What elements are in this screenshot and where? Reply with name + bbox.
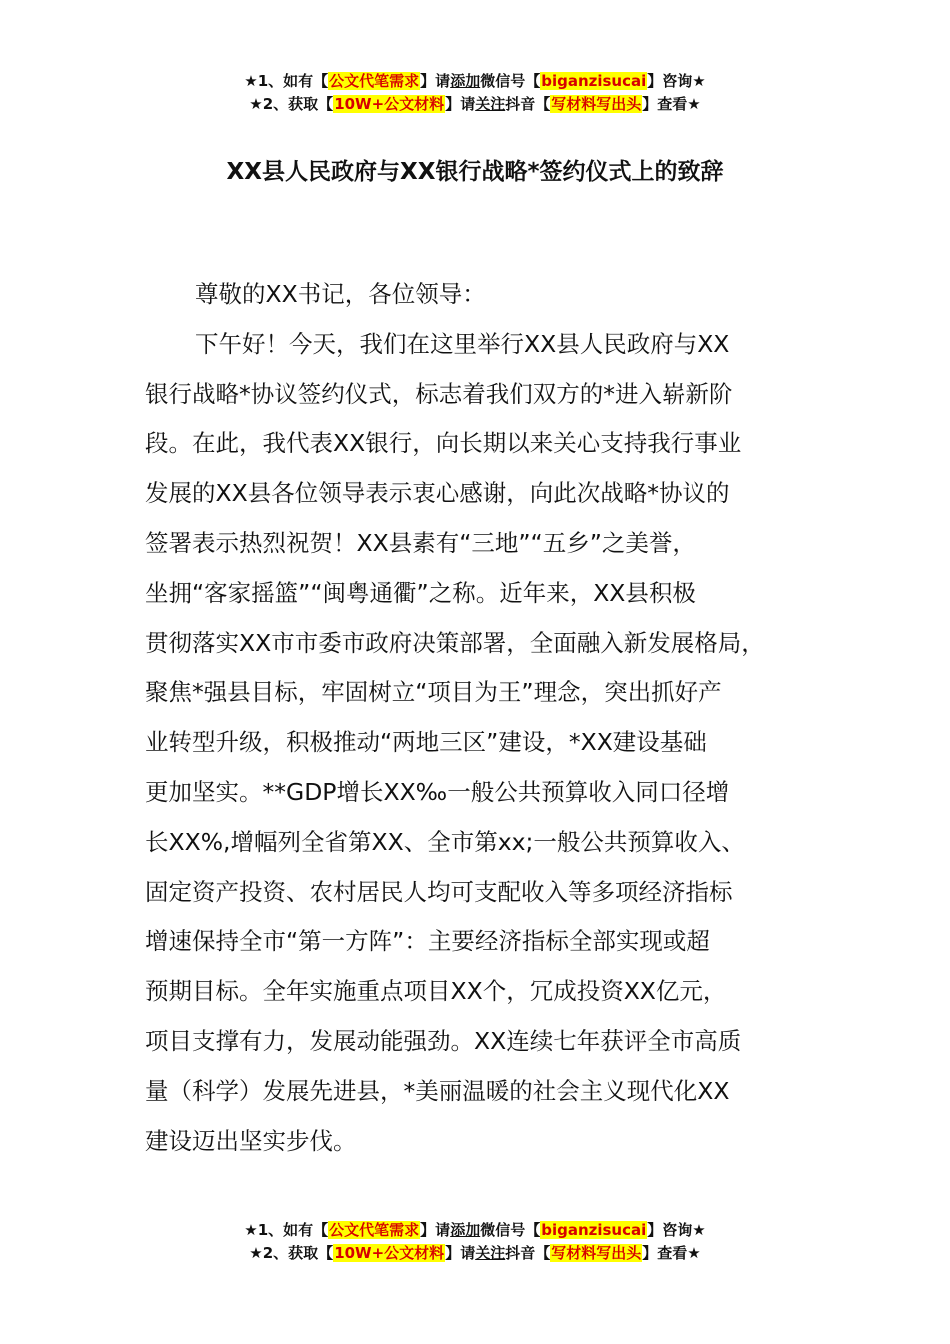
ad-line-2: ★2、获取【10W+公文材料】请关注抖音【写材料写出头】查看★ [249, 95, 701, 113]
ad-line-2: ★2、获取【10W+公文材料】请关注抖音【写材料写出头】查看★ [249, 1244, 701, 1262]
ad-highlight-douyin-account: 写材料写出头 [551, 95, 642, 113]
body-line: 坐拥“客家摇篮”“闽粤通衢”之称。近年来，XX县积极 [145, 578, 696, 607]
document-body [145, 270, 830, 1166]
body-line: 签署表示热烈祝贺！XX县素有“三地”“五乡”之美誉， [145, 528, 696, 557]
footer-ad-banner [0, 1219, 950, 1265]
body-line: 聚焦*强县目标，牢固树立“项目为王”理念，突出抓好产 [145, 678, 722, 707]
body-line: 建设迈出坚实步伐。 [145, 1126, 357, 1155]
body-line: 长XX%,增幅列全省第XX、全市第xx;一般公共预算收入、 [145, 827, 745, 856]
ad-highlight-wechat-id: biganzisucai [541, 72, 647, 90]
ad-highlight-materials: 10W+公文材料 [334, 95, 445, 113]
ad-line-1: ★1、如有【公文代笔需求】请添加微信号【biganzisucai】咨询★ [244, 1221, 706, 1239]
ad-highlight-douyin-account: 写材料写出头 [551, 1244, 642, 1262]
body-line: 更加坚实。**GDP增长XX‰一般公共预算收入同口径增 [145, 777, 730, 806]
ad-highlight-writing-service: 公文代笔需求 [329, 72, 420, 90]
body-line: 固定资产投资、农村居民人均可支配收入等多项经济指标 [145, 877, 733, 906]
salutation: 尊敬的XX书记，各位领导： [195, 280, 486, 308]
body-line: 预期目标。全年实施重点项目XX个，冗成投资XX亿元， [145, 977, 727, 1006]
ad-highlight-wechat-id: biganzisucai [541, 1221, 647, 1239]
header-ad-banner [0, 70, 950, 116]
ad-line-1: ★1、如有【公文代笔需求】请添加微信号【biganzisucai】咨询★ [244, 72, 706, 90]
body-line: 业转型升级，积极推动“两地三区”建设，*XX建设基础 [145, 728, 707, 757]
body-line: 贯彻落实XX市市委市政府决策部署，全面融入新发展格局， [145, 628, 765, 657]
document-title: XX县人民政府与XX银行战略*签约仪式上的致辞 [226, 159, 724, 185]
body-line: 下午好！今天，我们在这里举行XX县人民政府与XX [195, 329, 730, 358]
body-line: 增速保持全市“第一方阵”：主要经济指标全部实现或超 [145, 927, 710, 956]
body-line: 发展的XX县各位领导表示衷心感谢，向此次战略*协议的 [145, 479, 730, 508]
ad-highlight-materials: 10W+公文材料 [334, 1244, 445, 1262]
body-line: 项目支撑有力，发展动能强劲。XX连续七年获评全市高质 [145, 1026, 742, 1055]
body-line: 量（科学）发展先进县，*美丽温暖的社会主义现代化XX [145, 1076, 730, 1105]
body-line: 段。在此，我代表XX银行，向长期以来关心支持我行事业 [145, 429, 742, 458]
body-line: 银行战略*协议签约仪式，标志着我们双方的*进入崭新阶 [145, 379, 733, 408]
ad-highlight-writing-service: 公文代笔需求 [329, 1221, 420, 1239]
speech-paragraph [145, 320, 830, 1167]
